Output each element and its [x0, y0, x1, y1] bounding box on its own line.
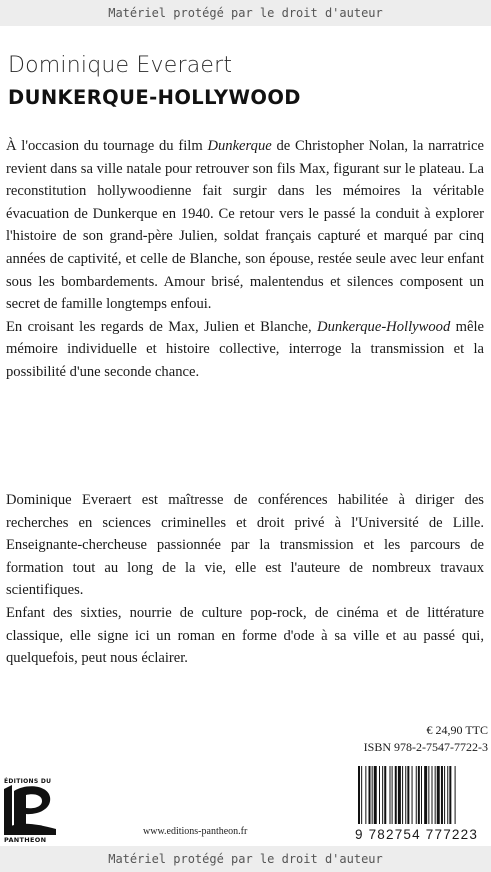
blurb-paragraph-2: En croisant les regards de Max, Julien et Blanche, Dunkerque-Hollywood mêle mémoire individuelle et histoire collective, interroge la transmission et la possibilité d'une seconde chance.: [6, 318, 484, 380]
isbn-barcode: [344, 766, 489, 844]
blurb-paragraph-1: À l'occasion du tournage du film Dunkerque de Christopher Nolan, la narratrice revient dans sa ville natale pour retrouver son fils Max, figurant sur le plateau. La reconstitution hollywoodienne fait surgir dans les mémoires la véritable évacuation de Dunkerque en 1940. Ce retour vers le passé la conduit à explorer l'histoire de son grand-père Julien, soldat français capturé et marqué par cinq années de captivité, et celle de Blanche, son épouse, restée seule avec leur enfant sous les bombardements. Amour brisé, malentendus et silences composent un secret de famille longtemps enfoui.: [6, 138, 484, 313]
book-title-inline: Dunkerque-Hollywood: [317, 318, 451, 335]
pantheon-logo-icon: [4, 785, 56, 835]
bio-paragraph-1: Dominique Everaert est maîtresse de conférences habilitée à diriger des recherches en sciences criminelles et droit privé à l'Université de Lille. Enseignante-chercheuse passionnée par la transmission et les parcours de formation tout au long de la vie, elle est l'auteure de nombreux travaux scientifiques.: [6, 492, 484, 599]
logo-top-label: ÉDITIONS DU: [4, 778, 52, 785]
barcode-digits: 9 782754 777223: [354, 827, 479, 842]
price-text: € 24,90 TTC: [426, 723, 488, 737]
copyright-text-top: Matériel protégé par le droit d'auteur: [108, 6, 383, 20]
isbn-text: ISBN 978-2-7547-7722-3: [363, 740, 488, 754]
bio-paragraph-2: Enfant des sixties, nourrie de culture pop-rock, de cinéma et de littérature classique, elle signe ici un roman en forme d'ode à sa ville et au passé qui, quelquefois, peut nous éclairer.: [6, 604, 484, 667]
author-name: Dominique Everaert: [8, 53, 233, 78]
publisher-logo: [4, 778, 58, 844]
copyright-banner-bottom: [0, 846, 491, 872]
barcode-bars: [344, 766, 489, 826]
copyright-text-bottom: Matériel protégé par le droit d'auteur: [108, 852, 383, 866]
book-title: DUNKERQUE-HOLLYWOOD: [8, 86, 301, 109]
film-title: Dunkerque: [207, 138, 272, 154]
book-blurb: [6, 135, 484, 384]
price-block: [364, 722, 488, 756]
logo-bottom-label: PANTHEON: [4, 836, 47, 844]
copyright-banner-top: [0, 0, 491, 26]
publisher-website-link[interactable]: www.editions-pantheon.fr: [143, 826, 248, 837]
author-bio: [6, 489, 484, 670]
